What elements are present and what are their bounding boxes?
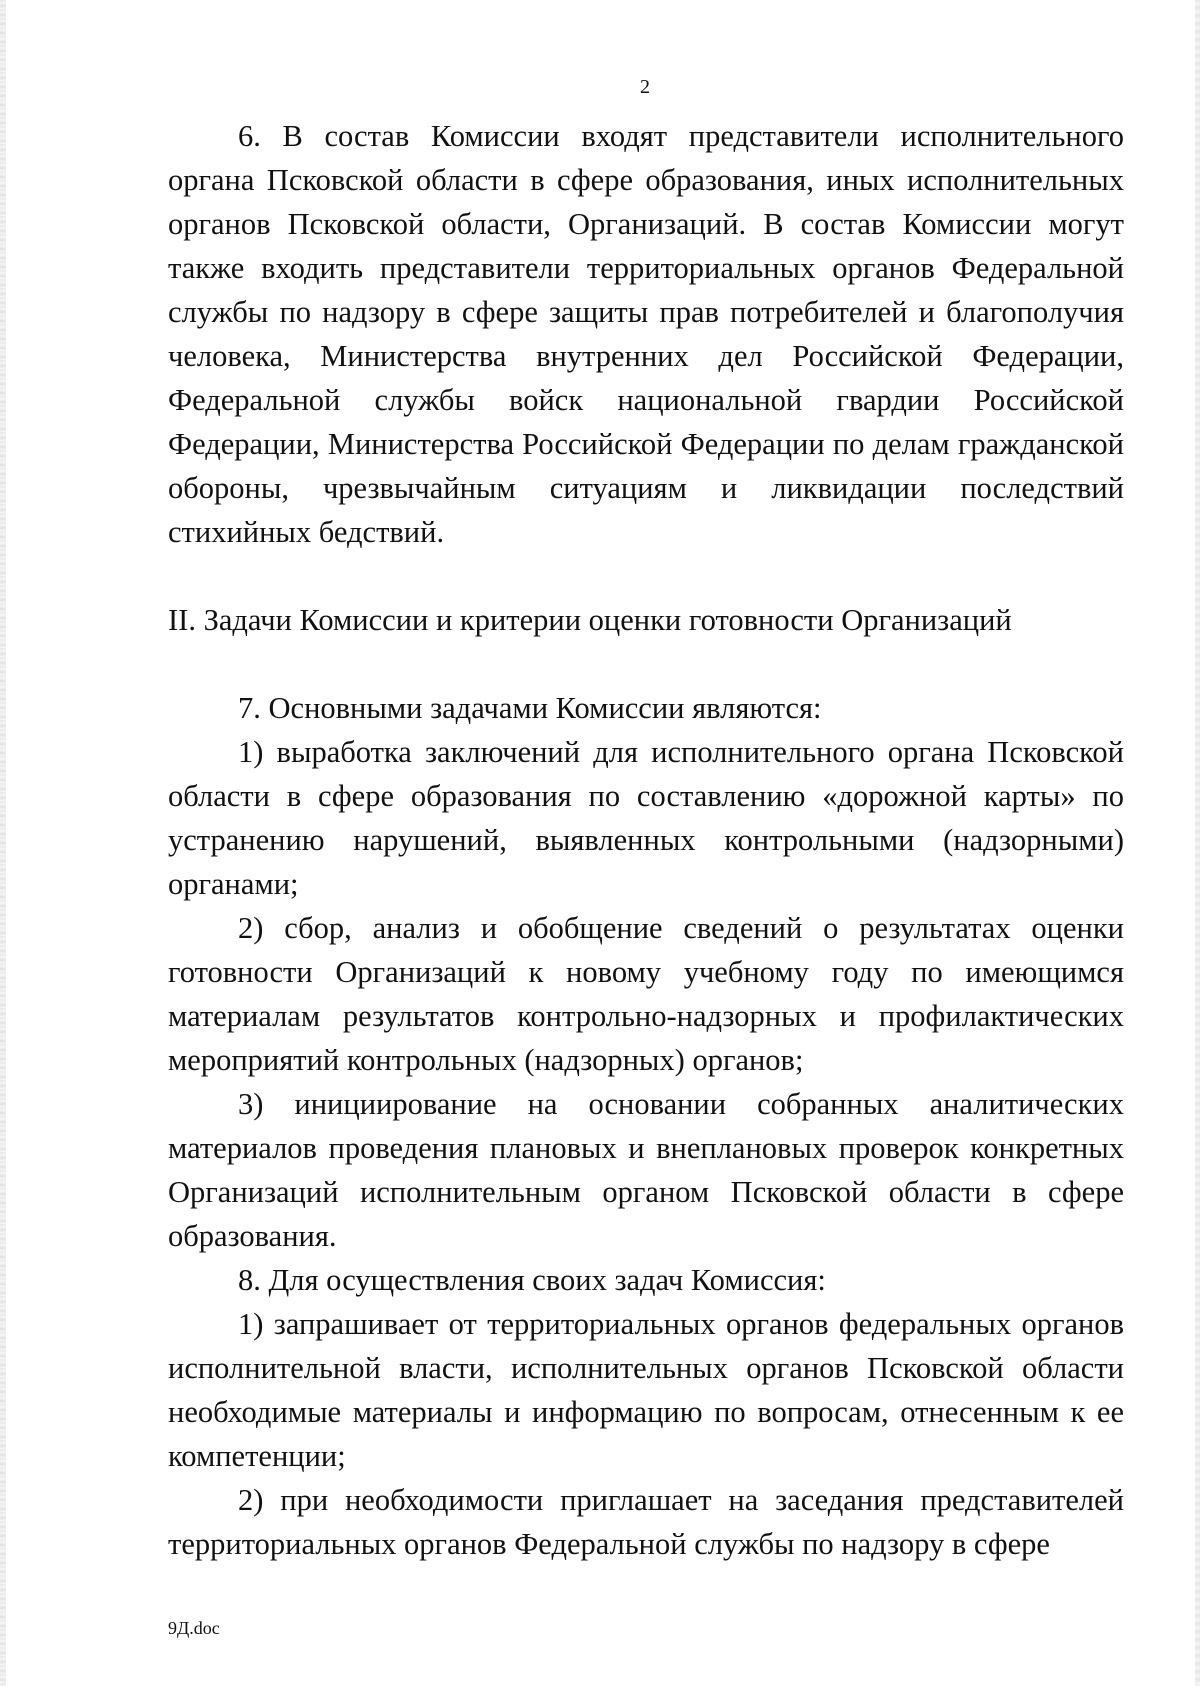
paragraph-7-item-1: 1) выработка заключений для исполнительного органа Псковской области в сфере образования по составлению «дорожной карты» по устранению нарушений, выявленных контрольными (надзорными) органами; (168, 735, 1124, 901)
scan-edge-right (1195, 0, 1200, 1686)
paragraph-7-item-3: 3) инициирование на основании собранных аналитических материалов проведения плановых и внеплановых проверок конкретных Организаций исполнительным органом Псковской области в сфере образования. (168, 1087, 1124, 1253)
document-body (168, 114, 1124, 1566)
page-number: 2 (640, 76, 650, 98)
paragraph-8-powers: 8. Для осуществления своих задач Комиссия: (238, 1263, 826, 1297)
paragraph-8-item-2: 2) при необходимости приглашает на заседания представителей территориальных органов Федеральной службы по надзору в сфере (168, 1483, 1124, 1561)
scan-edge-left (0, 0, 6, 1686)
paragraph-7-tasks: 7. Основными задачами Комиссии являются: (238, 691, 822, 725)
section-heading-ii: II. Задачи Комиссии и критерии оценки готовности Организаций (168, 603, 1012, 637)
paragraph-8-item-1: 1) запрашивает от территориальных органов федеральных органов исполнительной власти, исполнительных органов Псковской области необходимые материалы и информацию по вопросам, отнесенным к ее компетенции; (168, 1307, 1124, 1473)
paragraph-7-item-2: 2) сбор, анализ и обобщение сведений о результатах оценки готовности Организаций к новому учебному году по имеющимся материалам результатов контрольно-надзорных и профилактических мероприятий контрольных (надзорных) органов; (168, 911, 1124, 1077)
file-name-footer: 9Д.doc (168, 1618, 220, 1638)
paragraph-6-composition: 6. В состав Комиссии входят представители исполнительного органа Псковской области в сфере образования, иных исполнительных органов Псковской области, Организаций. В состав Комиссии могут также входить представители территориальных органов Федеральной службы по надзору в сфере защиты прав потребителей и благополучия человека, Министерства внутренних дел Российской Федерации, Федеральной службы войск национальной гвардии Российской Федерации, Министерства Российской Федерации по делам гражданской обороны, чрезвычайным ситуациям и ликвидации последствий стихийных бедствий. (168, 119, 1124, 549)
